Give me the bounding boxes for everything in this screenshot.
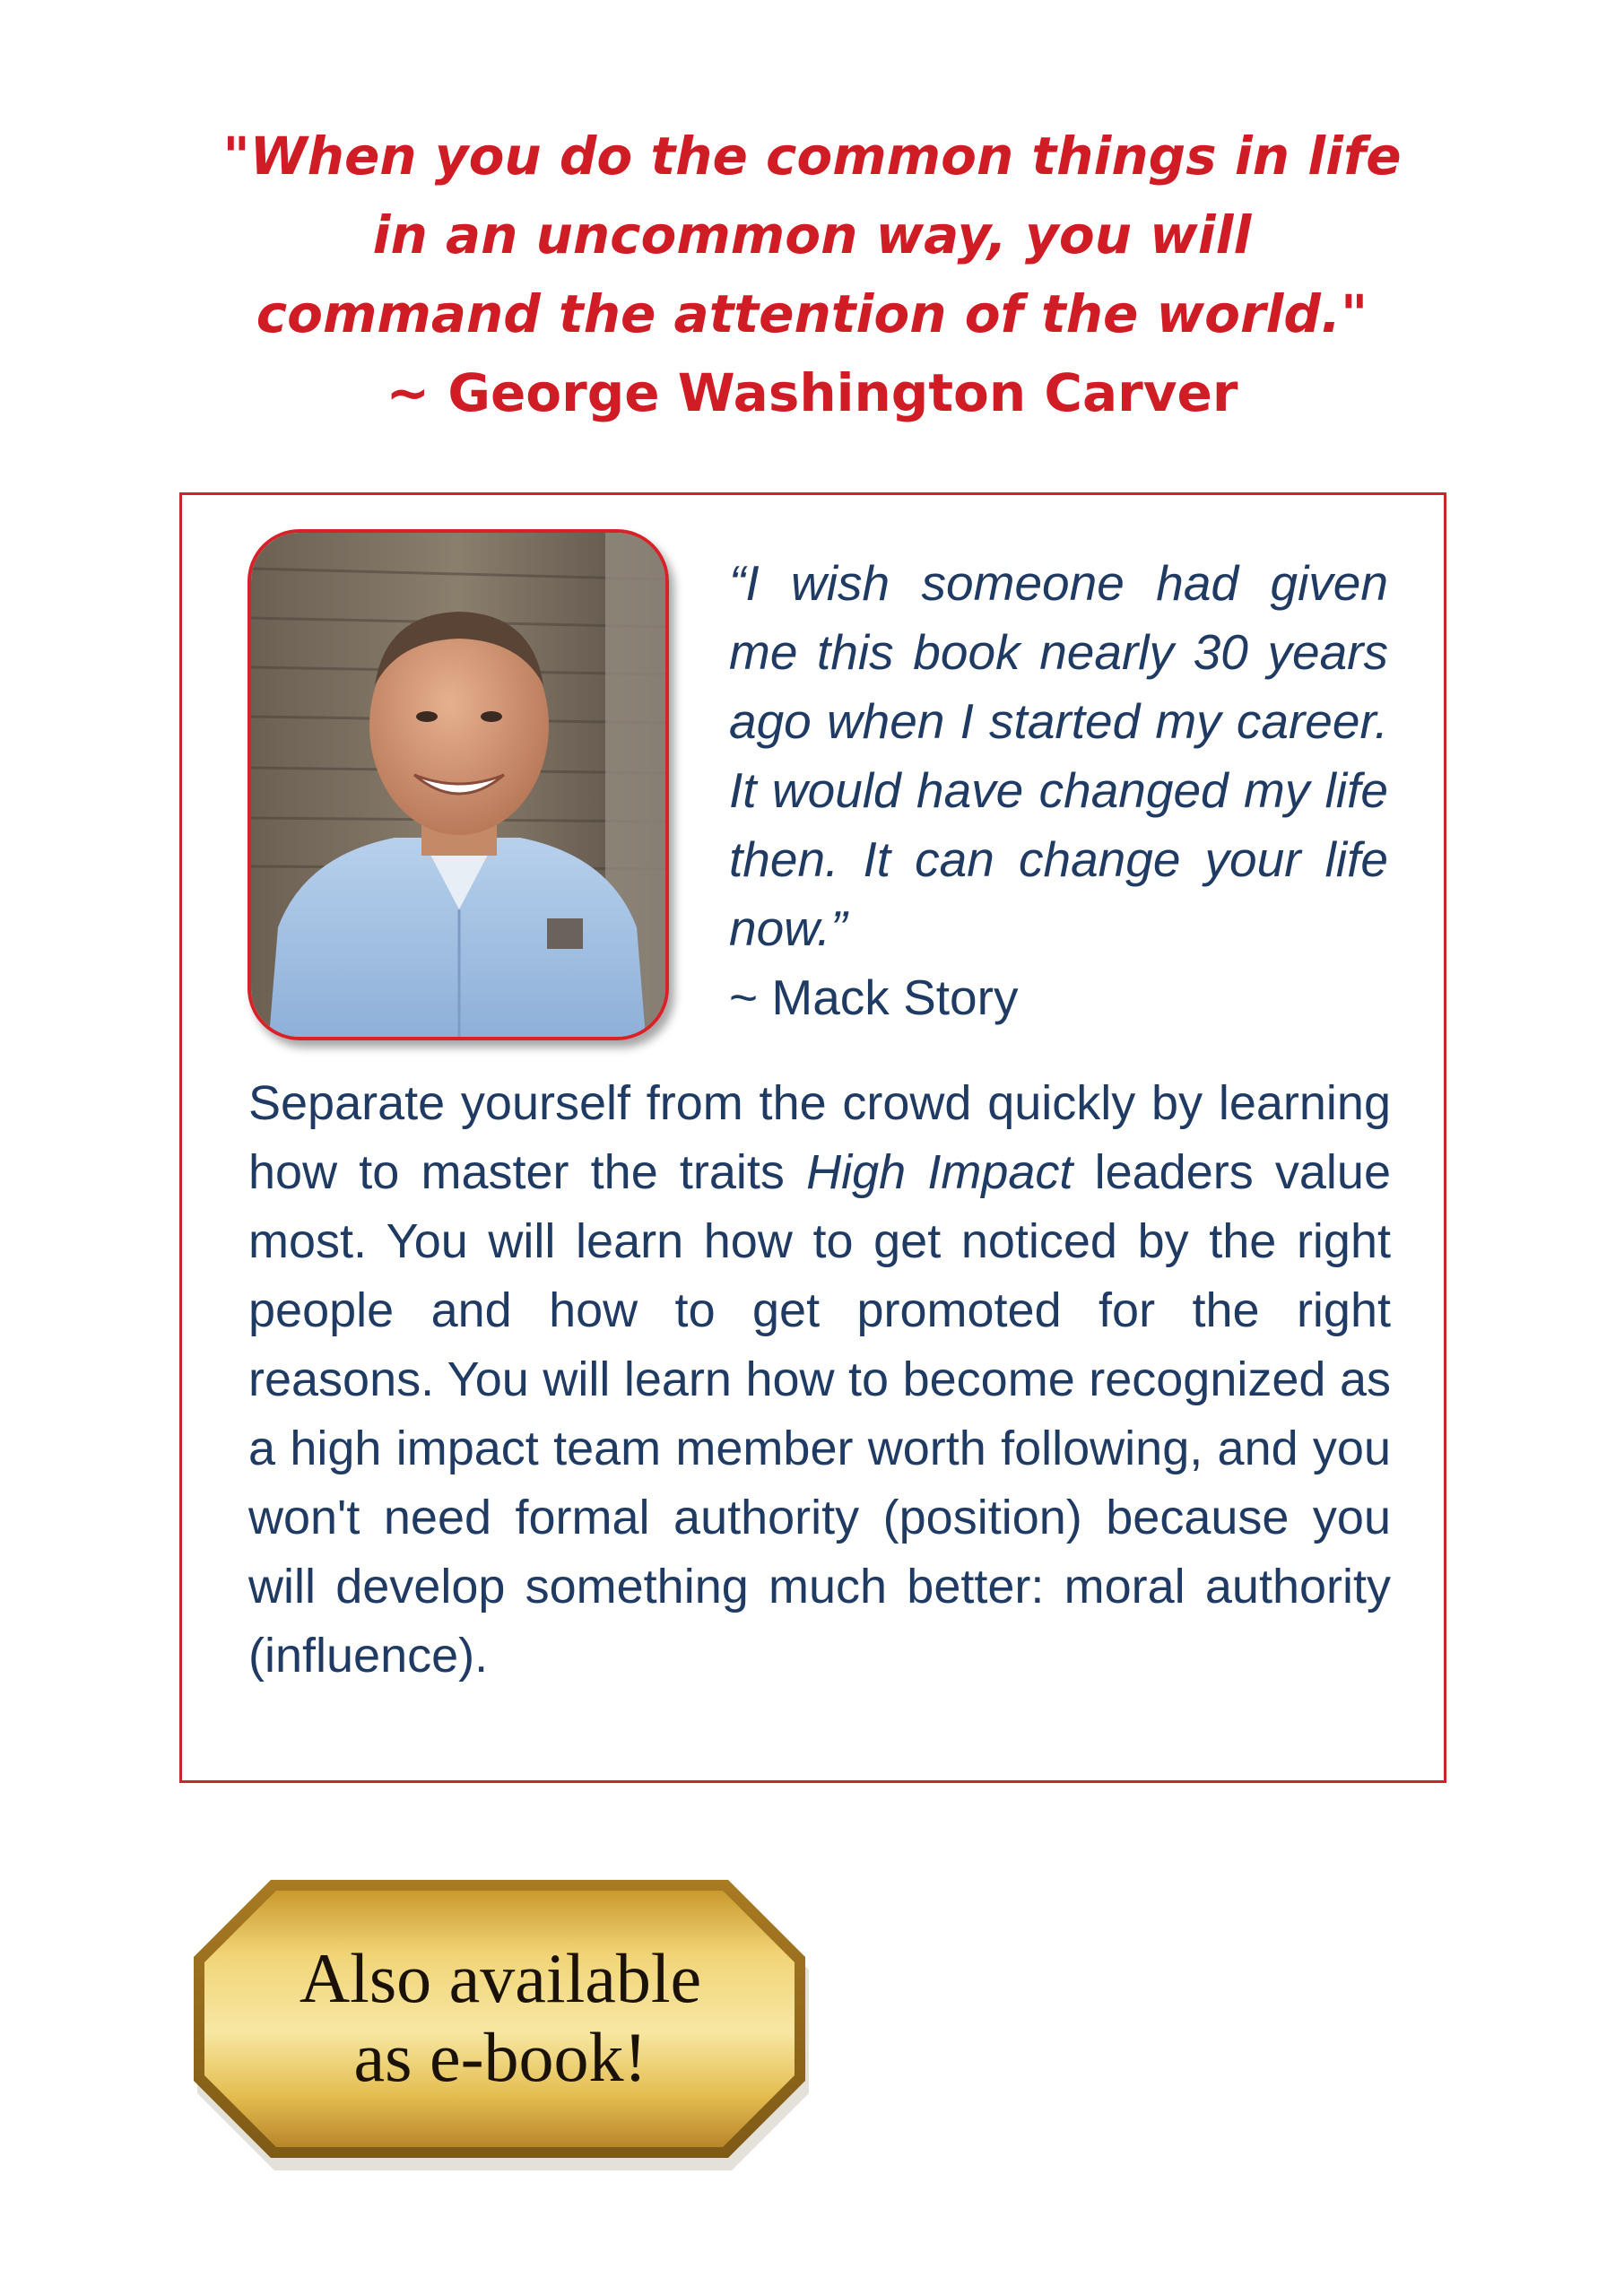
testimonial-text: “I wish someone had given me this book nearly 30 years ago when I started my career. It would have changed my life then. It can change your life now.” — [729, 555, 1388, 956]
badge-line-2: as e-book! — [353, 2018, 647, 2096]
badge-line-1: Also available — [299, 1939, 702, 2017]
quote-line-1: "When you do the common things in life — [222, 126, 1402, 187]
testimonial-box — [179, 492, 1446, 1783]
ebook-badge — [190, 1876, 811, 2172]
quote-attribution: ~ George Washington Carver — [386, 362, 1238, 423]
book-description — [248, 1069, 1391, 1691]
description-part-1: Separate yourself from the crowd quickly by learning how to master the traits — [248, 1076, 1391, 1199]
quote-line-3: command the attention of the world." — [256, 283, 1368, 344]
description-part-2: leaders value most. You will learn how to get noticed by the right people and how to get promoted for the right reasons. You will learn how to become recognized as a high impact team member worth following, and you won't need formal authority (position) because you will develop something much better: moral authority (influence). — [248, 1145, 1391, 1683]
header-quote — [0, 117, 1624, 432]
badge-text — [190, 1939, 811, 2097]
testimonial-attribution: ~ Mack Story — [729, 970, 1019, 1025]
author-photo — [248, 529, 669, 1040]
testimonial — [729, 549, 1388, 1032]
description-emphasis: High Impact — [806, 1145, 1073, 1199]
quote-line-2: in an uncommon way, you will — [372, 204, 1252, 265]
